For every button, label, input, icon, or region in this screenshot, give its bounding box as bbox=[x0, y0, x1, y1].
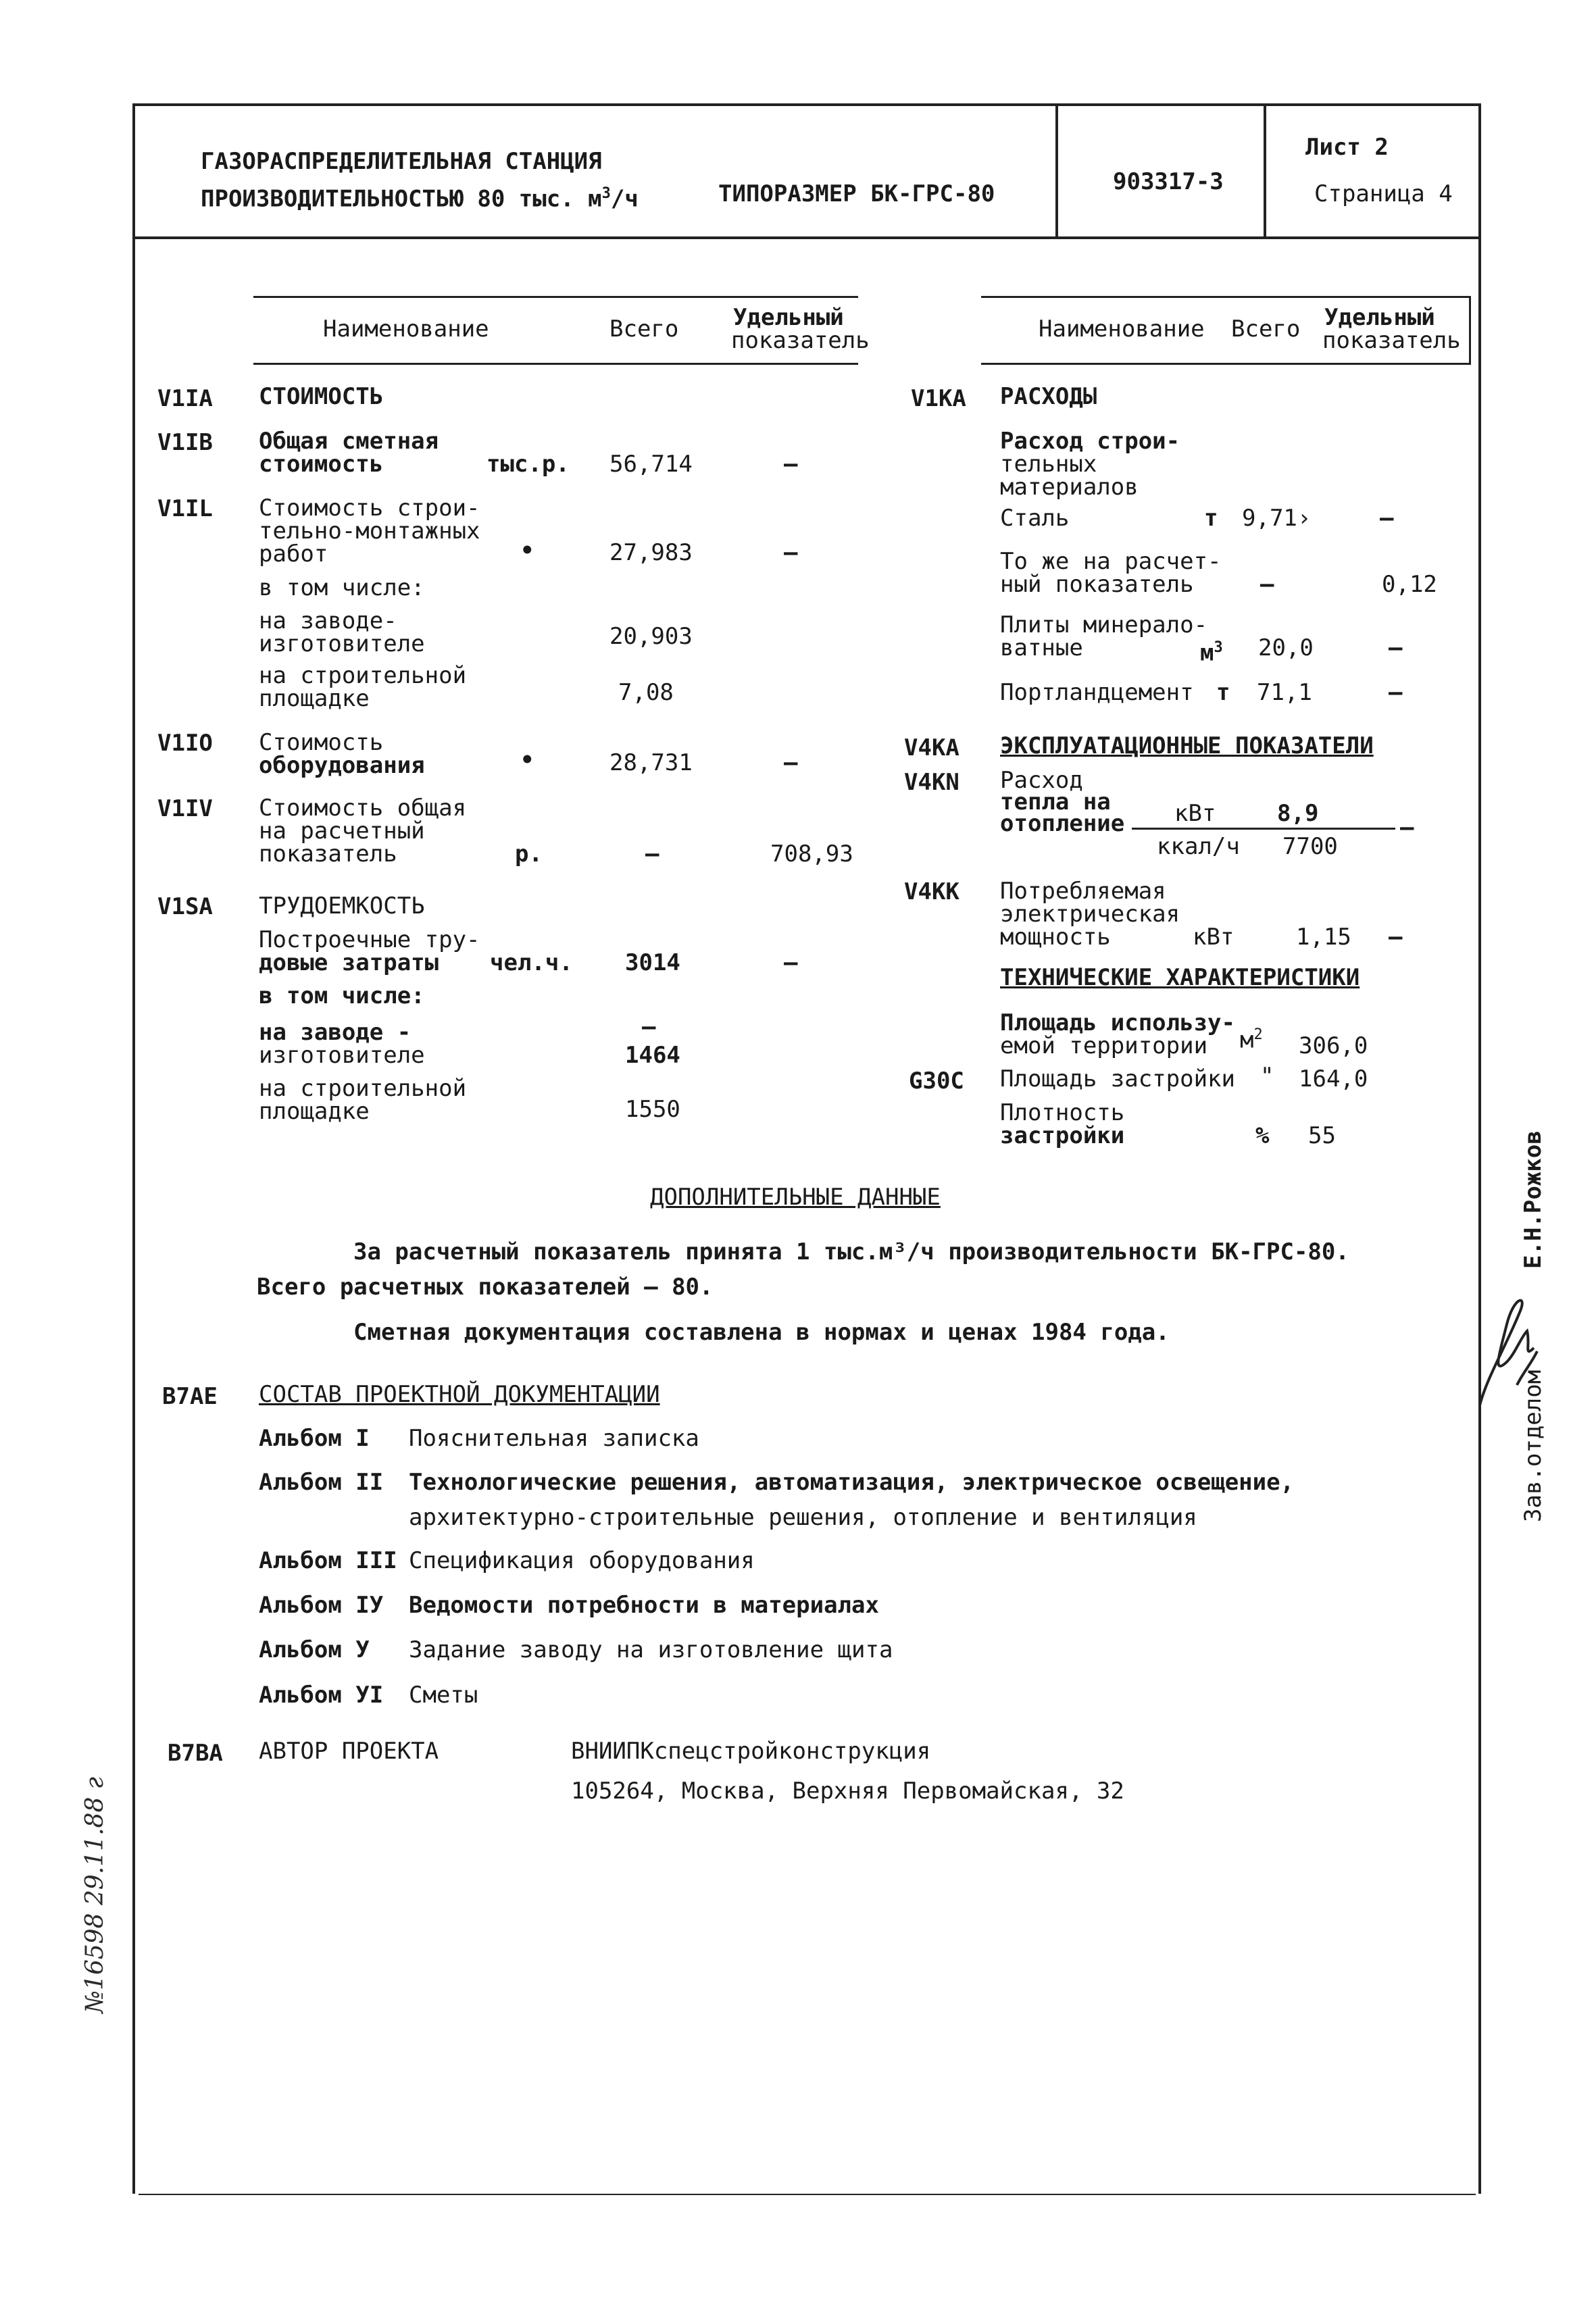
left-header-specific-1: Удельный bbox=[733, 304, 844, 331]
slab-line-1: Плиты минерало- bbox=[1000, 611, 1208, 638]
labor-value: 3014 bbox=[625, 949, 680, 976]
right-header-specific-1: Удельный bbox=[1324, 304, 1435, 331]
labor-line-1: Построечные тру- bbox=[259, 926, 480, 953]
additional-line-1: За расчетный показатель принята 1 тыс.м³/ч производительности БК-ГРС-80. bbox=[353, 1238, 1349, 1265]
total-cost-unit: тыс.р. bbox=[487, 451, 570, 478]
density-value: 55 bbox=[1308, 1122, 1336, 1149]
heat-unit-2: ккал/ч bbox=[1157, 833, 1240, 860]
code-power: V4KK bbox=[904, 878, 959, 905]
steel-value: 9,71› bbox=[1242, 505, 1312, 532]
cmw-line-1: Стоимость строи- bbox=[259, 495, 480, 522]
album-4-text: Ведомости потребности в материалах bbox=[409, 1592, 879, 1619]
labor-unit: чел.ч. bbox=[490, 949, 573, 976]
total-cost-value: 56,714 bbox=[609, 451, 693, 478]
page-number: Страница 4 bbox=[1314, 180, 1453, 207]
left-table-header-rule bbox=[253, 363, 858, 365]
title-block-divider bbox=[132, 236, 1478, 239]
signature bbox=[1466, 1284, 1541, 1412]
code-building: G30C bbox=[909, 1067, 964, 1095]
labor-plant-line-2: изготовителе bbox=[259, 1042, 425, 1069]
heat-value-1: 8,9 bbox=[1277, 800, 1319, 827]
calc-cost-line-2: на расчетный bbox=[259, 818, 425, 845]
labor-site-line-1: на строительной bbox=[259, 1075, 467, 1102]
equipment-line-2: оборудования bbox=[259, 752, 425, 779]
steel-label: Сталь bbox=[1000, 505, 1070, 532]
composition-title: СОСТАВ ПРОЕКТНОЙ ДОКУМЕНТАЦИИ bbox=[259, 1381, 660, 1408]
handwritten-number-date: №16598 29.11.88 г bbox=[81, 1777, 109, 2013]
code-expenses: V1KA bbox=[911, 385, 966, 412]
technical-title: ТЕХНИЧЕСКИЕ ХАРАКТЕРИСТИКИ bbox=[1000, 964, 1360, 991]
cement-specific: – bbox=[1389, 679, 1403, 706]
equipment-unit: • bbox=[520, 747, 534, 774]
calc-cost-value: – bbox=[645, 840, 659, 867]
slab-line-2: ватные bbox=[1000, 634, 1083, 661]
total-cost-line-2: стоимость bbox=[259, 451, 384, 478]
density-unit: % bbox=[1255, 1122, 1270, 1149]
equipment-line-1: Стоимость bbox=[259, 729, 384, 756]
author-address: 105264, Москва, Верхняя Первомайская, 32 bbox=[571, 1778, 1124, 1805]
slab-value: 20,0 bbox=[1258, 634, 1314, 661]
album-6-text: Сметы bbox=[409, 1682, 478, 1709]
cmw-line-2: тельно-монтажных bbox=[259, 518, 480, 545]
album-1-label: Альбом I bbox=[259, 1425, 370, 1452]
cmw-unit: • bbox=[520, 537, 534, 564]
same-line-2: ный показатель bbox=[1000, 571, 1194, 598]
density-line-2: застройки bbox=[1000, 1122, 1125, 1149]
additional-line-3: Сметная документация составлена в нормах и ценах 1984 года. bbox=[353, 1319, 1170, 1346]
calc-cost-line-3: показатель bbox=[259, 840, 397, 867]
title-line-1: ГАЗОРАСПРЕДЕЛИТЕЛЬНАЯ СТАНЦИЯ bbox=[201, 148, 602, 175]
slab-specific: – bbox=[1389, 634, 1403, 661]
heat-unit-1: кВт bbox=[1174, 800, 1216, 827]
author-label: АВТОР ПРОЕКТА bbox=[259, 1738, 439, 1765]
heat-line-3: отопление bbox=[1000, 810, 1125, 837]
labor-including: в том числе: bbox=[259, 982, 425, 1009]
code-total-cost: V1IB bbox=[157, 429, 213, 456]
labor-line-2: довые затраты bbox=[259, 949, 439, 976]
code-cost: V1IA bbox=[157, 385, 213, 412]
album-4-label: Альбом IУ bbox=[259, 1592, 384, 1619]
album-2-label: Альбом II bbox=[259, 1469, 384, 1496]
heat-line-2: тепла на bbox=[1000, 788, 1111, 815]
left-header-specific-2: показатель bbox=[731, 327, 870, 354]
album-1-text: Пояснительная записка bbox=[409, 1425, 699, 1452]
labor-site-value: 1550 bbox=[625, 1096, 680, 1123]
right-table-header-rule bbox=[981, 363, 1471, 365]
cost-title: СТОИМОСТЬ bbox=[259, 383, 384, 410]
title-block-sep-1 bbox=[1055, 103, 1058, 238]
cement-label: Портландцемент bbox=[1000, 679, 1194, 706]
left-table-top-rule bbox=[253, 296, 858, 298]
left-header-total: Всего bbox=[609, 316, 679, 343]
heat-fraction-rule bbox=[1132, 828, 1395, 830]
power-line-1: Потребляемая bbox=[1000, 878, 1166, 905]
title-line-2: ПРОИЗВОДИТЕЛЬНОСТЬЮ 80 тыс. $м^3/ч$ bbox=[201, 185, 639, 213]
cement-value: 71,1 bbox=[1257, 679, 1312, 706]
equipment-specific: – bbox=[784, 749, 798, 776]
doc-number: 903317-3 bbox=[1113, 168, 1224, 195]
cmw-specific: – bbox=[784, 539, 798, 566]
cmw-value: 27,983 bbox=[609, 539, 693, 566]
site-value: 7,08 bbox=[618, 679, 674, 706]
steel-specific: – bbox=[1380, 505, 1394, 532]
total-cost-specific: – bbox=[784, 451, 798, 478]
code-calc-cost: V1IV bbox=[157, 795, 213, 822]
power-value: 1,15 bbox=[1296, 924, 1351, 951]
calc-cost-line-1: Стоимость общая bbox=[259, 795, 467, 822]
code-cmw: V1IL bbox=[157, 495, 213, 522]
labor-specific: – bbox=[784, 949, 798, 976]
calc-cost-specific: 708,93 bbox=[770, 840, 853, 867]
code-equipment: V1IO bbox=[157, 730, 213, 757]
right-table-top-rule bbox=[981, 296, 1471, 298]
labor-plant-line-1: на заводе - bbox=[259, 1019, 412, 1046]
title-block-sep-2 bbox=[1264, 103, 1266, 238]
same-specific: 0,12 bbox=[1382, 571, 1437, 598]
same-value: – bbox=[1260, 571, 1274, 598]
head-of-department-label: Зав.отделом bbox=[1520, 1369, 1547, 1522]
expenses-title: РАСХОДЫ bbox=[1000, 383, 1097, 410]
right-table-edge bbox=[1469, 296, 1471, 363]
plant-line-1: на заводе- bbox=[259, 607, 397, 634]
power-line-2: электрическая bbox=[1000, 901, 1180, 928]
additional-line-2: Всего расчетных показателей – 80. bbox=[257, 1274, 714, 1301]
author-org: ВНИИПКспецстройконструкция bbox=[571, 1738, 931, 1765]
album-3-label: Альбом III bbox=[259, 1547, 397, 1574]
album-5-text: Задание заводу на изготовление щита bbox=[409, 1636, 893, 1663]
building-area-label: Площадь застройки bbox=[1000, 1065, 1235, 1092]
head-of-department-name: Е.Н.Рожков bbox=[1520, 1130, 1547, 1269]
album-3-text: Спецификация оборудования bbox=[409, 1547, 755, 1574]
right-header-total: Всего bbox=[1231, 316, 1301, 343]
materials-line-1: Расход строи- bbox=[1000, 428, 1180, 455]
site-line-1: на строительной bbox=[259, 662, 467, 689]
cmw-line-3: работ bbox=[259, 540, 328, 568]
code-author: B7BA bbox=[168, 1740, 223, 1767]
page-frame bbox=[132, 103, 1481, 2194]
additional-data-title: ДОПОЛНИТЕЛЬНЫЕ ДАННЫЕ bbox=[650, 1184, 941, 1211]
equipment-value: 28,731 bbox=[609, 749, 693, 776]
slab-unit: $м^3$ bbox=[1200, 639, 1223, 667]
area-line-2: емой территории bbox=[1000, 1032, 1208, 1059]
code-heat: V4KN bbox=[904, 769, 959, 796]
labor-site-line-2: площадке bbox=[259, 1098, 370, 1125]
code-labor: V1SA bbox=[157, 893, 213, 920]
steel-unit: т bbox=[1204, 505, 1218, 532]
code-composition: B7AE bbox=[162, 1383, 218, 1410]
plant-line-2: изготовителе bbox=[259, 630, 425, 657]
right-header-specific-2: показатель bbox=[1322, 327, 1461, 354]
materials-line-2: тельных bbox=[1000, 451, 1097, 478]
sheet-number: Лист 2 bbox=[1305, 134, 1389, 161]
album-5-label: Альбом У bbox=[259, 1636, 370, 1663]
album-2-text-1: Технологические решения, автоматизация, электрическое освещение, bbox=[409, 1469, 1295, 1496]
area-line-1: Площадь использу- bbox=[1000, 1009, 1235, 1036]
area-value: 306,0 bbox=[1299, 1032, 1368, 1059]
labor-plant-dash: – bbox=[642, 1013, 656, 1040]
materials-line-3: материалов bbox=[1000, 474, 1139, 501]
power-unit: кВт bbox=[1193, 924, 1235, 951]
heat-value-2: 7700 bbox=[1282, 833, 1338, 860]
site-line-2: площадке bbox=[259, 685, 370, 712]
density-line-1: Плотность bbox=[1000, 1099, 1125, 1126]
right-header-name: Наименование bbox=[1039, 316, 1205, 343]
operational-title: ЭКСПЛУАТАЦИОННЫЕ ПОКАЗАТЕЛИ bbox=[1000, 732, 1374, 759]
power-line-3: мощность bbox=[1000, 924, 1111, 951]
labor-title: ТРУДОЕМКОСТЬ bbox=[259, 892, 425, 920]
typesize: ТИПОРАЗМЕР БК-ГРС-80 bbox=[718, 180, 995, 207]
same-line-1: То же на расчет- bbox=[1000, 548, 1222, 575]
building-area-value: 164,0 bbox=[1299, 1065, 1368, 1092]
cmw-including: в том числе: bbox=[259, 574, 425, 601]
heat-specific: – bbox=[1400, 814, 1414, 841]
left-header-name: Наименование bbox=[323, 316, 489, 343]
code-operational: V4KA bbox=[904, 734, 959, 761]
calc-cost-unit: р. bbox=[515, 840, 543, 867]
labor-plant-value: 1464 bbox=[625, 1042, 680, 1069]
power-specific: – bbox=[1389, 924, 1403, 951]
area-unit: $м^2$ bbox=[1240, 1026, 1263, 1054]
heat-line-1: Расход bbox=[1000, 767, 1083, 794]
bottom-border bbox=[139, 2194, 1476, 2195]
album-6-label: Альбом УI bbox=[259, 1682, 384, 1709]
cement-unit: т bbox=[1216, 679, 1230, 706]
plant-value: 20,903 bbox=[609, 623, 693, 650]
building-area-unit: " bbox=[1260, 1063, 1274, 1090]
album-2-text-2: архитектурно-строительные решения, отопление и вентиляция bbox=[409, 1504, 1197, 1531]
total-cost-line-1: Общая сметная bbox=[259, 428, 439, 455]
